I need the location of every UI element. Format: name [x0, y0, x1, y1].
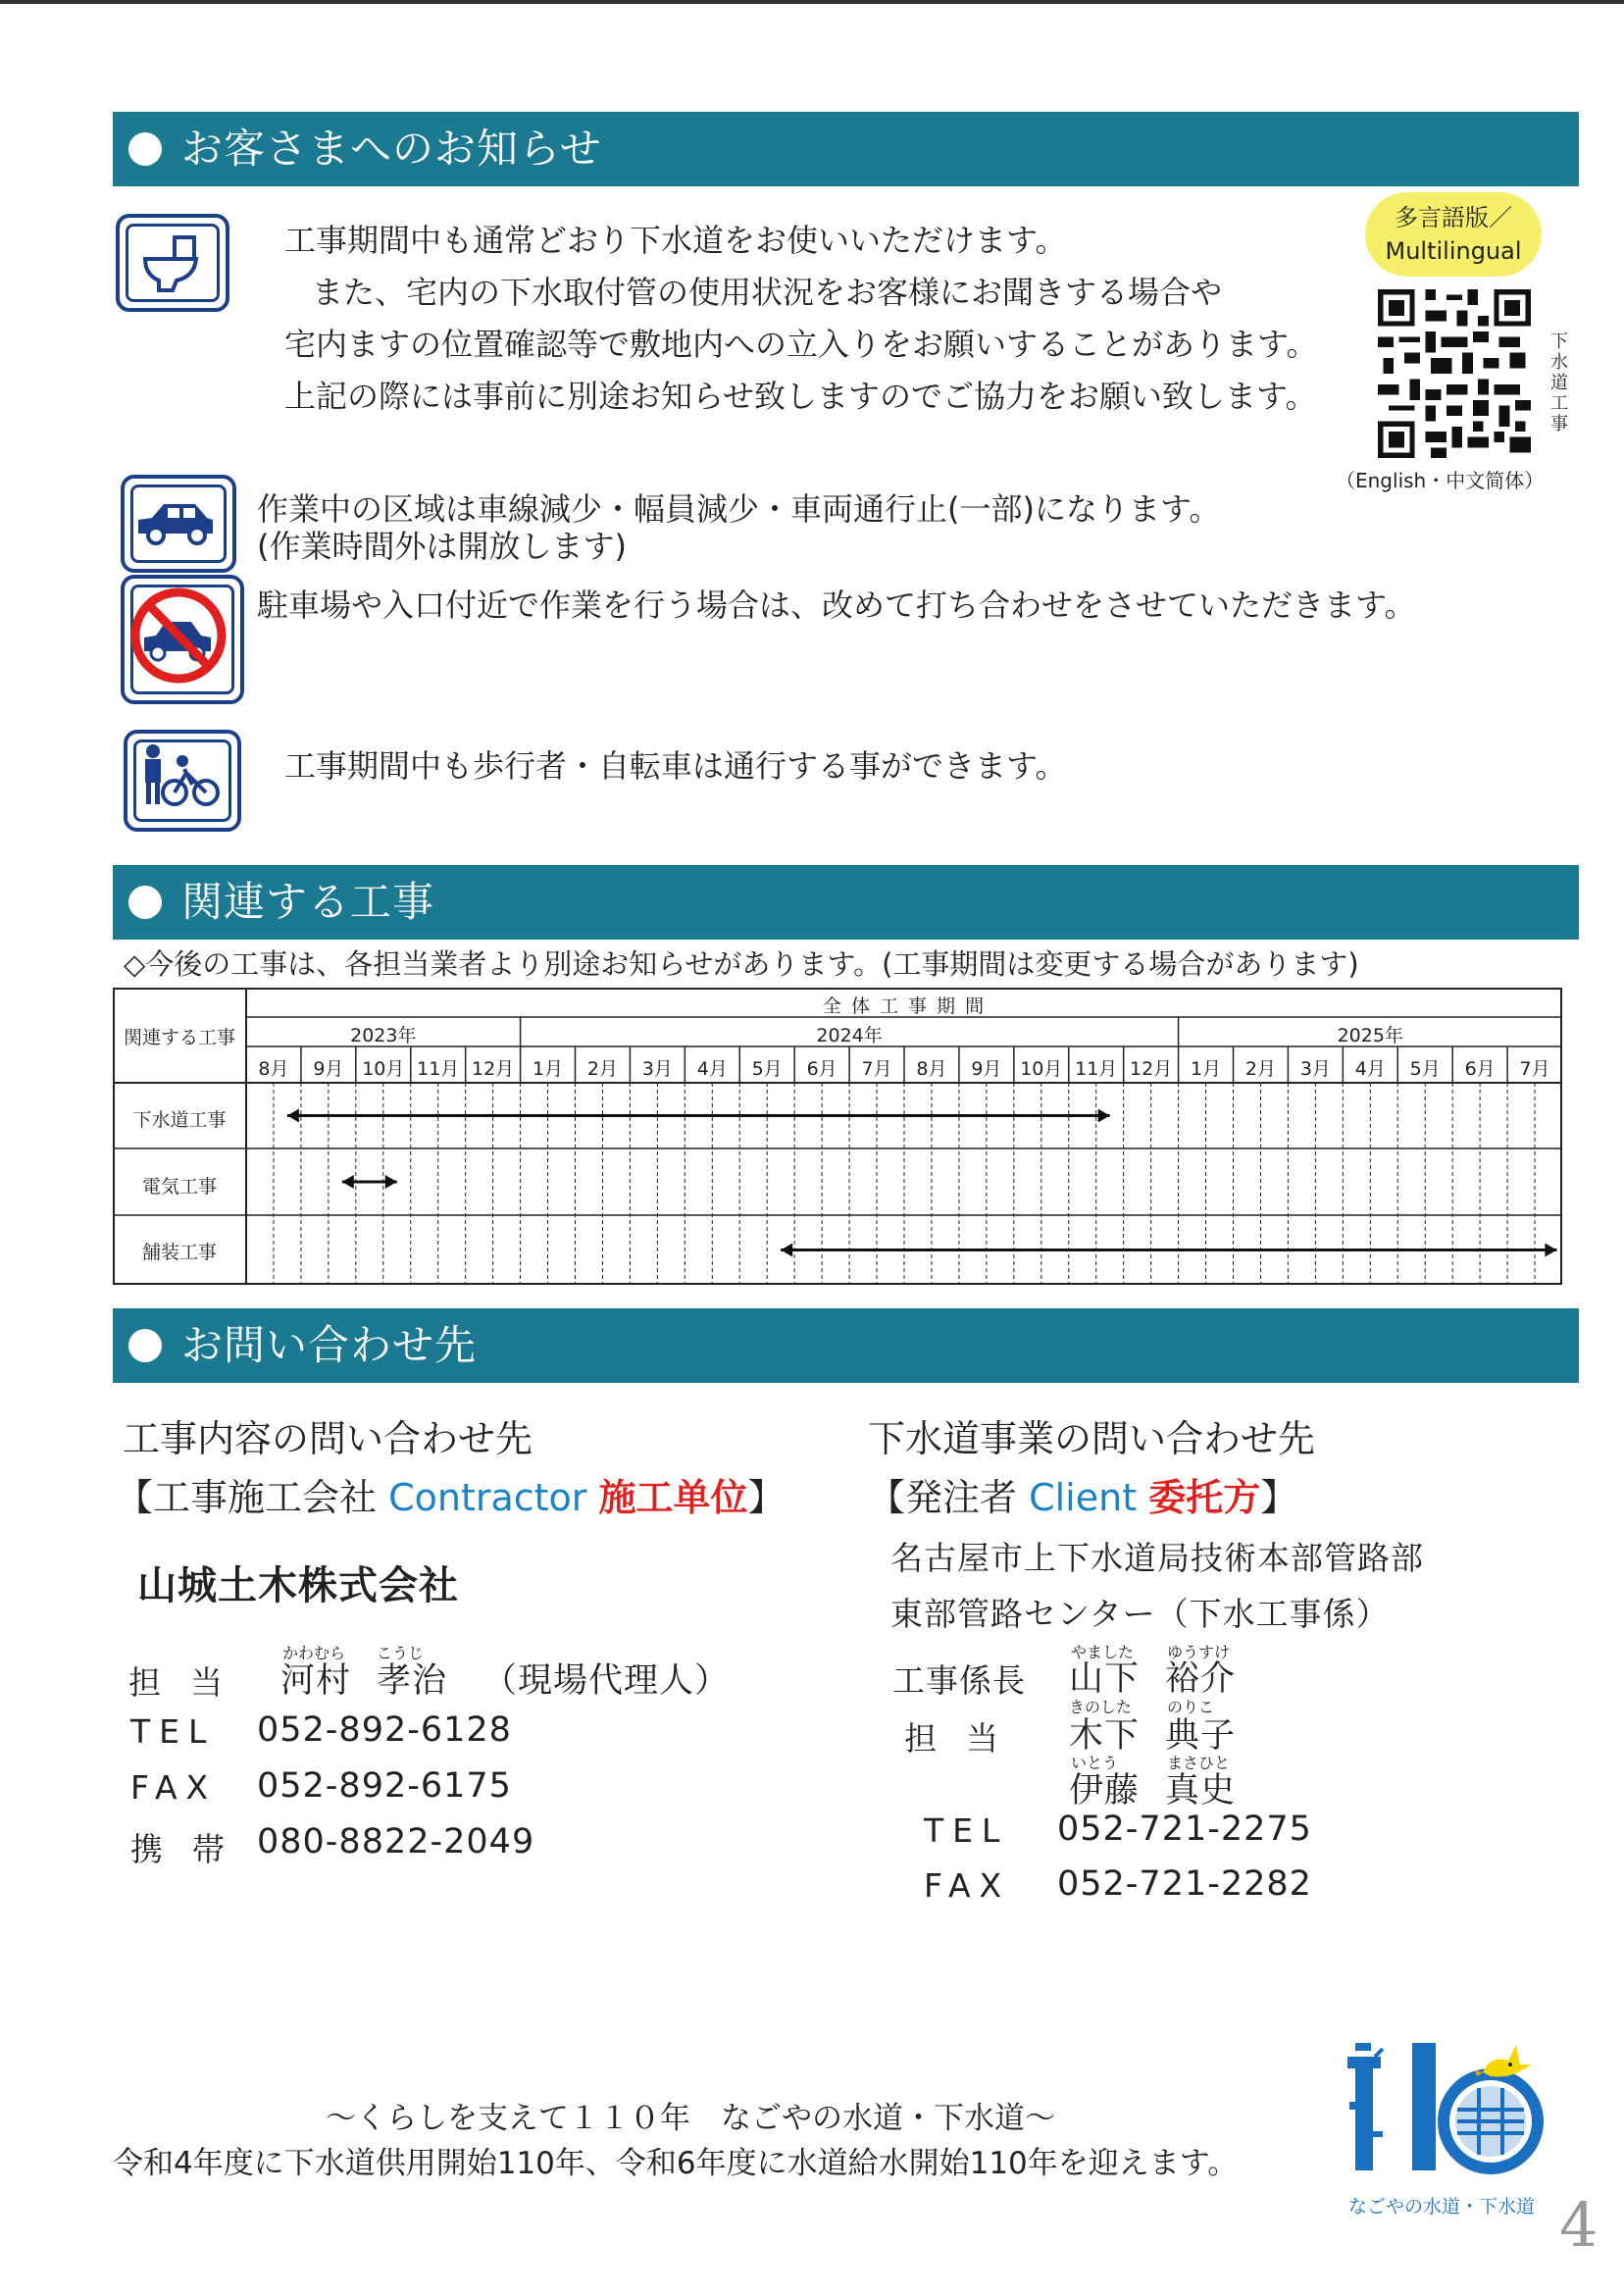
month-label: 5月 — [1409, 1058, 1441, 1080]
footer-anniversary: 令和4年度に下水道供用開始110年、令和6年度に水道給水開始110年を迎えます。 — [113, 2146, 1239, 2181]
contractor-label: 【工事施工会社 Contractor 施工单位】 — [116, 1476, 786, 1519]
chief-label: 工事係長 — [892, 1661, 1026, 1700]
contractor-company-name: 山城土木株式会社 — [137, 1563, 459, 1608]
month-label: 1月 — [1190, 1058, 1222, 1080]
contractor-fax: 052-892-6175 — [257, 1766, 512, 1806]
client-tel-label: TEL — [924, 1811, 1009, 1850]
month-label: 11月 — [417, 1058, 460, 1080]
qr-code-icon[interactable] — [1378, 289, 1531, 458]
year-label: 2023年 — [350, 1025, 417, 1046]
chief-name-given: 裕介 — [1165, 1659, 1237, 1699]
qr-language-note: （English・中文简体） — [1336, 469, 1545, 492]
arrow-head — [342, 1175, 354, 1189]
month-label: 3月 — [1299, 1058, 1331, 1080]
ruby-noriko: のりこ — [1167, 1698, 1215, 1716]
month-label: 11月 — [1075, 1058, 1118, 1080]
ruby-kouji: こうじ — [377, 1644, 425, 1662]
person-role: （現場代理人） — [482, 1661, 731, 1701]
month-label: 6月 — [1464, 1058, 1496, 1080]
month-label: 8月 — [916, 1058, 947, 1080]
month-label: 9月 — [313, 1058, 344, 1080]
qr-vertical-label: 下水道工事 — [1550, 331, 1568, 434]
person-name-family: 河村 — [280, 1661, 352, 1701]
notice-line-3: 宅内ますの位置確認等で敷地内への立入りをお願いすることがあります。 — [284, 326, 1318, 363]
person-label: 担当 — [128, 1663, 252, 1702]
schedule-bar-1 — [342, 1175, 397, 1189]
month-label: 5月 — [751, 1058, 783, 1080]
multilingual-label-en: Multilingual — [1385, 237, 1522, 265]
schedule-bar-2 — [781, 1244, 1556, 1257]
schedule-note: ◇今後の工事は、各担当業者より別途お知らせがあります。(工事期間は変更する場合があります) — [124, 947, 1359, 981]
top-border-line — [0, 0, 1624, 4]
staff2-name-given: 真史 — [1165, 1771, 1237, 1810]
pedestrian-notice-text: 工事期間中も歩行者・自転車は通行する事ができます。 — [284, 747, 1067, 785]
digit-one — [1412, 2043, 1436, 2170]
notice-line-4: 上記の際には事前に別途お知らせ致しますのでご協力をお願い致します。 — [284, 378, 1317, 415]
bullet-dot — [128, 1329, 162, 1362]
contractor-tel[interactable]: 052-892-6128 — [257, 1710, 512, 1750]
section-header-notice — [113, 112, 1579, 186]
page-number-mark: 4 — [1559, 2189, 1599, 2261]
month-label: 6月 — [806, 1058, 837, 1080]
ruby-yuusuke: ゆうすけ — [1167, 1643, 1231, 1661]
year-label: 2024年 — [816, 1025, 883, 1046]
client-tel[interactable]: 052-721-2275 — [1057, 1810, 1312, 1849]
month-label: 10月 — [362, 1058, 405, 1080]
client-fax: 052-721-2282 — [1057, 1864, 1312, 1904]
staff2-name-family: 伊藤 — [1069, 1771, 1141, 1810]
ruby-yamashita: やました — [1071, 1643, 1135, 1661]
bird-icon — [1475, 2045, 1532, 2077]
client-org-line-2: 東部管路センター（下水工事係） — [890, 1595, 1390, 1633]
month-label: 1月 — [532, 1058, 564, 1080]
schedule-period-header: 全 体 工 事 期 間 — [822, 995, 987, 1017]
month-label: 4月 — [1354, 1058, 1386, 1080]
section-title: お問い合わせ先 — [181, 1321, 478, 1369]
month-label: 12月 — [472, 1058, 515, 1080]
staff1-name-family: 木下 — [1069, 1716, 1141, 1756]
staff1-name-given: 典子 — [1165, 1716, 1237, 1756]
section-header-contact — [113, 1308, 1579, 1383]
client-fax-label: FAX — [924, 1866, 1011, 1905]
faucet-icon — [1347, 2043, 1383, 2170]
month-label: 4月 — [696, 1058, 728, 1080]
arrow-head — [1545, 1244, 1556, 1257]
month-label: 7月 — [861, 1058, 892, 1080]
multilingual-badge[interactable] — [1365, 192, 1542, 277]
month-label: 2月 — [1244, 1058, 1276, 1080]
section-header-related-works — [113, 865, 1579, 940]
logo-caption: なごやの水道・下水道 — [1347, 2196, 1535, 2218]
ruby-masahito: まさひと — [1167, 1754, 1231, 1772]
mobile-label: 携帯 — [130, 1830, 254, 1868]
fax-label: FAX — [130, 1768, 218, 1807]
month-label: 2月 — [586, 1058, 618, 1080]
year-label: 2025年 — [1337, 1025, 1403, 1046]
schedule-corner-label: 関連する工事 — [123, 1027, 235, 1048]
contractor-mobile[interactable]: 080-8822-2049 — [257, 1822, 535, 1861]
bullet-dot — [128, 886, 162, 919]
traffic-restriction-text: 作業中の区域は車線減少・幅員減少・車両通行止(一部)になります。 — [257, 490, 1221, 528]
row-label-electrical: 電気工事 — [141, 1176, 217, 1198]
bullet-dot — [128, 132, 162, 166]
footer-slogan: ～くらしを支えて１１０年 なごやの水道・下水道～ — [326, 2101, 1055, 2136]
ruby-itou: いとう — [1071, 1754, 1119, 1772]
arrow-head — [1098, 1109, 1110, 1123]
arrow-head — [781, 1244, 792, 1257]
pedestrian-bicycle-icon — [124, 730, 241, 832]
arrow-head — [287, 1109, 299, 1123]
contractor-heading: 工事内容の問い合わせ先 — [123, 1417, 533, 1460]
section-title: お客さまへのお知らせ — [181, 125, 602, 173]
client-org-line-1: 名古屋市上下水道局技術本部管路部 — [890, 1539, 1424, 1577]
arrow-head — [385, 1175, 397, 1189]
notice-line-2: また、宅内の下水取付管の使用状況をお客様にお聞きする場合や — [312, 274, 1223, 311]
month-label: 9月 — [971, 1058, 1002, 1080]
client-heading: 下水道事業の問い合わせ先 — [868, 1417, 1316, 1460]
ruby-kinoshita: きのした — [1069, 1698, 1133, 1716]
staff-label: 担当 — [904, 1719, 1028, 1758]
month-label: 3月 — [641, 1058, 673, 1080]
chief-name-family: 山下 — [1069, 1659, 1141, 1699]
ruby-kawamura: かわむら — [282, 1644, 346, 1662]
traffic-open-hours-note: (作業時間外は開放します) — [257, 528, 627, 565]
construction-schedule-table — [113, 988, 1562, 1285]
nagoya-water-110-logo — [1334, 2015, 1549, 2218]
section-title: 関連する工事 — [181, 878, 435, 926]
row-label-paving: 舗装工事 — [141, 1242, 217, 1263]
person-name-given: 孝治 — [377, 1661, 448, 1701]
multilingual-label-ja: 多言語版／ — [1395, 204, 1512, 231]
toilet-icon — [116, 214, 229, 312]
tel-label: TEL — [130, 1712, 216, 1751]
row-label-sewer: 下水道工事 — [132, 1109, 227, 1131]
notice-line-1: 工事期間中も通常どおり下水道をお使いいただけます。 — [284, 222, 1067, 259]
month-label: 8月 — [258, 1058, 289, 1080]
parking-notice-text: 駐車場や入口付近で作業を行う場合は、改めて打ち合わせをさせていただきます。 — [257, 586, 1416, 624]
month-label: 10月 — [1020, 1058, 1063, 1080]
month-label: 7月 — [1519, 1058, 1550, 1080]
month-label: 12月 — [1130, 1058, 1173, 1080]
no-parking-icon — [121, 575, 244, 704]
car-icon — [121, 475, 236, 573]
client-label: 【発注者 Client 委托方】 — [868, 1476, 1298, 1519]
